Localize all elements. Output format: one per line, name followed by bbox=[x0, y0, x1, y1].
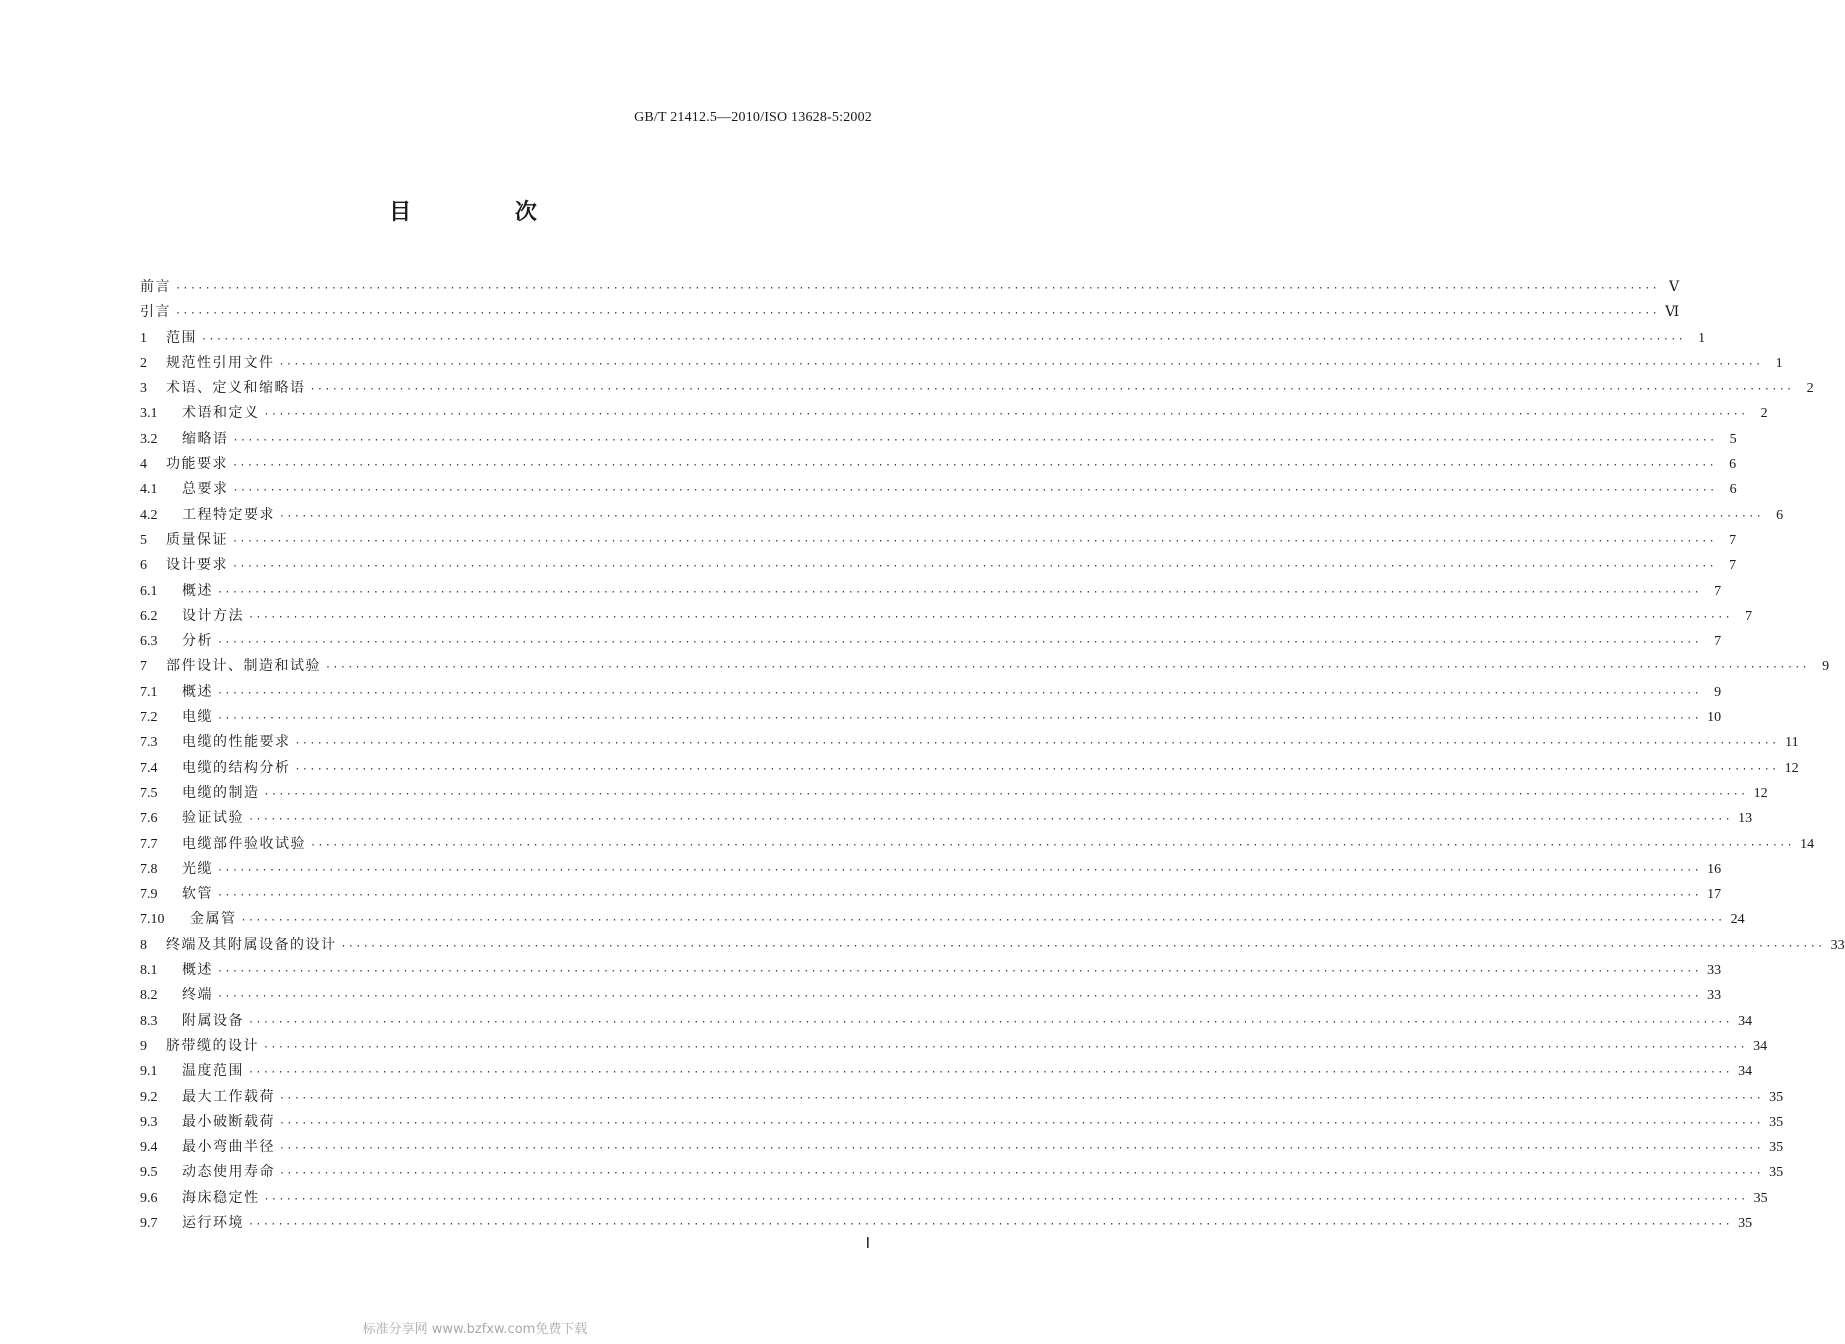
toc-leader-dots: ········································································································································································································ bbox=[248, 611, 1733, 623]
toc-leader-dots: ········································································································································································································ bbox=[232, 485, 1717, 497]
toc-entry-page: 2 bbox=[1760, 406, 1768, 422]
toc-entry-page: 12 bbox=[1784, 760, 1799, 776]
toc-entry-label: 前言 bbox=[140, 279, 171, 295]
toc-entry-label: 电缆的制造 bbox=[182, 784, 260, 801]
toc-entry bbox=[140, 680, 1722, 705]
toc-entry-page: 11 bbox=[1785, 735, 1799, 751]
toc-entry bbox=[140, 351, 1783, 376]
toc-entry-number: 7.6 bbox=[140, 811, 158, 827]
toc-entry bbox=[140, 983, 1722, 1008]
toc-entry-page: 33 bbox=[1707, 963, 1722, 979]
toc-entry bbox=[140, 452, 1737, 477]
toc-entry bbox=[140, 427, 1737, 452]
toc-entry bbox=[140, 832, 1815, 857]
toc-entry bbox=[140, 730, 1799, 755]
toc-entry-label: 电缆的结构分析 bbox=[182, 759, 291, 776]
toc-entry-number: 8.2 bbox=[140, 988, 158, 1004]
toc-entry-label: 运行环境 bbox=[182, 1214, 244, 1231]
toc-entry-page: 34 bbox=[1738, 1013, 1753, 1029]
toc-entry-page: 33 bbox=[1707, 988, 1722, 1004]
toc-entry-page: 9 bbox=[1714, 684, 1722, 700]
toc-entry-number: 8.1 bbox=[140, 963, 158, 979]
toc-entry-label: 电缆 bbox=[182, 709, 213, 726]
toc-entry-page: 35 bbox=[1738, 1215, 1753, 1231]
toc-entry bbox=[140, 604, 1753, 629]
toc-leader-dots: ········································································································································································································ bbox=[279, 1117, 1764, 1129]
toc-entry bbox=[140, 275, 1680, 300]
toc-leader-dots: ········································································································································································································ bbox=[279, 1092, 1764, 1104]
toc-entry bbox=[140, 579, 1722, 604]
toc-entry bbox=[140, 629, 1722, 654]
toc-entry-number: 8.3 bbox=[140, 1013, 158, 1029]
toc-entry-page: 1 bbox=[1775, 355, 1783, 371]
toc-entry-label: 概述 bbox=[182, 683, 213, 700]
toc-leader-dots: ········································································································································································································ bbox=[294, 763, 1779, 775]
toc-entry bbox=[140, 503, 1784, 528]
toc-entry-page: 35 bbox=[1769, 1165, 1784, 1181]
toc-entry-number: 7.3 bbox=[140, 735, 158, 751]
toc-entry-label: 概述 bbox=[182, 582, 213, 599]
toc-entry-number: 9.3 bbox=[140, 1114, 158, 1130]
toc-entry-number: 9.6 bbox=[140, 1190, 158, 1206]
toc-leader-dots: ········································································································································································································ bbox=[232, 434, 1717, 446]
toc-entry-label: 动态使用寿命 bbox=[182, 1164, 275, 1181]
toc-entry bbox=[140, 882, 1722, 907]
toc-leader-dots: ········································································································································································································ bbox=[248, 1218, 1733, 1230]
toc-entry-label: 规范性引用文件 bbox=[166, 354, 275, 371]
toc-leader-dots: ········································································································································································································ bbox=[217, 586, 1702, 598]
toc-entry-label: 范围 bbox=[166, 329, 197, 346]
toc-entry-page: 5 bbox=[1729, 431, 1737, 447]
toc-entry bbox=[140, 477, 1737, 502]
toc-leader-dots: ········································································································································································································ bbox=[217, 687, 1702, 699]
toc-leader-dots: ········································································································································································································ bbox=[248, 1067, 1733, 1079]
toc-entry-label: 概述 bbox=[182, 962, 213, 979]
toc-entry-number: 3 bbox=[140, 381, 147, 397]
toc-entry-label: 分析 bbox=[182, 633, 213, 650]
toc-entry-page: 17 bbox=[1707, 887, 1722, 903]
toc-entry-number: 6 bbox=[140, 558, 147, 574]
toc-entry bbox=[140, 401, 1768, 426]
toc-leader-dots: ········································································································································································································ bbox=[175, 283, 1660, 294]
toc-entry-number: 7.8 bbox=[140, 861, 158, 877]
toc-entry-label: 验证试验 bbox=[182, 810, 244, 827]
toc-entry-number: 7.1 bbox=[140, 684, 158, 700]
toc-entry bbox=[140, 756, 1799, 781]
toc-entry-page: 34 bbox=[1753, 1038, 1768, 1054]
toc-entry-label: 设计要求 bbox=[166, 557, 228, 574]
toc-entry-label: 最大工作载荷 bbox=[182, 1088, 275, 1105]
toc-leader-dots: ········································································································································································································ bbox=[263, 409, 1748, 421]
toc-entry bbox=[140, 907, 1745, 932]
toc-entry-page: 16 bbox=[1707, 861, 1722, 877]
toc-entry-number: 9.4 bbox=[140, 1140, 158, 1156]
toc-leader-dots: ········································································································································································································ bbox=[279, 1143, 1764, 1155]
toc-leader-dots: ········································································································································································································ bbox=[325, 662, 1810, 674]
toc-entry-label: 部件设计、制造和试验 bbox=[166, 658, 321, 675]
toc-entry-number: 6.2 bbox=[140, 608, 158, 624]
toc-entry-page: 9 bbox=[1822, 659, 1830, 675]
toc-entry-label: 设计方法 bbox=[182, 607, 244, 624]
toc-leader-dots: ········································································································································································································ bbox=[217, 991, 1702, 1003]
toc-entry-number: 4.2 bbox=[140, 507, 158, 523]
toc-entry bbox=[140, 1186, 1768, 1211]
toc-entry-page: 35 bbox=[1769, 1114, 1784, 1130]
toc-leader-dots: ········································································································································································································ bbox=[263, 1041, 1748, 1053]
toc-entry bbox=[140, 806, 1753, 831]
standard-code: GB/T 21412.5—2010/ISO 13628-5:2002 bbox=[634, 110, 872, 125]
toc-entry-label: 脐带缆的设计 bbox=[166, 1037, 259, 1054]
toc-entry bbox=[140, 933, 1845, 958]
toc-entry bbox=[140, 958, 1722, 983]
toc-leader-dots: ········································································································································································································ bbox=[217, 864, 1702, 876]
toc-entry-label: 质量保证 bbox=[166, 531, 228, 548]
toc-entry-page: 7 bbox=[1714, 583, 1722, 599]
toc-entry-label: 最小破断载荷 bbox=[182, 1113, 275, 1130]
toc-entry-number: 9.5 bbox=[140, 1165, 158, 1181]
toc-entry bbox=[140, 326, 1706, 351]
toc-leader-dots: ········································································································································································································ bbox=[340, 940, 1825, 952]
toc-entry-number: 7.2 bbox=[140, 710, 158, 726]
page-number: Ⅰ bbox=[865, 1236, 870, 1252]
toc-entry-label: 缩略语 bbox=[182, 430, 229, 447]
toc-entry-page: Ⅵ bbox=[1665, 305, 1680, 321]
toc-entry-page: 10 bbox=[1707, 710, 1722, 726]
toc-entry bbox=[140, 857, 1722, 882]
toc-leader-dots: ········································································································································································································ bbox=[217, 713, 1702, 725]
toc-entry-number: 3.2 bbox=[140, 431, 158, 447]
toc-entry-page: 7 bbox=[1729, 532, 1737, 548]
toc-leader-dots: ········································································································································································································ bbox=[278, 358, 1763, 370]
toc-entry-page: Ⅴ bbox=[1668, 280, 1680, 295]
toc-entry bbox=[140, 1160, 1784, 1185]
toc-entry-label: 工程特定要求 bbox=[182, 506, 275, 523]
toc-entry-label: 电缆部件验收试验 bbox=[182, 835, 306, 852]
toc-entry-label: 软管 bbox=[182, 886, 213, 903]
toc-leader-dots: ········································································································································································································ bbox=[175, 308, 1660, 320]
toc-entry-number: 6.1 bbox=[140, 583, 158, 599]
toc-entry bbox=[140, 1211, 1753, 1236]
toc-entry-number: 4 bbox=[140, 457, 147, 473]
toc-leader-dots: ········································································································································································································ bbox=[217, 890, 1702, 902]
toc-entry-page: 7 bbox=[1729, 558, 1737, 574]
toc-entry-number: 7.10 bbox=[140, 912, 165, 928]
toc-entry bbox=[140, 1059, 1753, 1084]
toc-entry-label: 术语、定义和缩略语 bbox=[166, 380, 306, 397]
toc-entry-label: 总要求 bbox=[182, 481, 229, 498]
toc-leader-dots: ········································································································································································································ bbox=[279, 510, 1764, 522]
toc-entry-page: 6 bbox=[1729, 457, 1737, 473]
toc-leader-dots: ········································································································································································································ bbox=[248, 1016, 1733, 1028]
toc-entry-label: 功能要求 bbox=[166, 456, 228, 473]
toc-entry-number: 9.2 bbox=[140, 1089, 158, 1105]
toc-entry-label: 终端及其附属设备的设计 bbox=[166, 936, 337, 953]
toc-entry-number: 9.1 bbox=[140, 1064, 158, 1080]
toc-leader-dots: ········································································································································································································ bbox=[232, 460, 1717, 472]
toc-entry-number: 3.1 bbox=[140, 406, 158, 422]
toc-entry-number: 4.1 bbox=[140, 482, 158, 498]
table-of-contents bbox=[140, 275, 1845, 1236]
toc-entry-page: 6 bbox=[1729, 482, 1737, 498]
toc-entry bbox=[140, 781, 1768, 806]
toc-leader-dots: ········································································································································································································ bbox=[263, 1193, 1748, 1205]
toc-entry-page: 24 bbox=[1730, 912, 1745, 928]
toc-leader-dots: ········································································································································································································ bbox=[217, 637, 1702, 649]
toc-entry-page: 7 bbox=[1714, 634, 1722, 650]
toc-entry-label: 最小弯曲半径 bbox=[182, 1139, 275, 1156]
toc-entry-page: 33 bbox=[1830, 937, 1845, 953]
toc-entry-number: 7.4 bbox=[140, 760, 158, 776]
toc-leader-dots: ········································································································································································································ bbox=[248, 814, 1733, 826]
toc-entry bbox=[140, 1009, 1753, 1034]
toc-entry-label: 术语和定义 bbox=[182, 405, 260, 422]
toc-entry-label: 终端 bbox=[182, 987, 213, 1004]
toc-entry-label: 附属设备 bbox=[182, 1012, 244, 1029]
toc-entry bbox=[140, 528, 1737, 553]
toc-entry-number: 9.7 bbox=[140, 1215, 158, 1231]
toc-entry-page: 1 bbox=[1698, 330, 1706, 346]
toc-entry-label: 金属管 bbox=[190, 911, 237, 928]
toc-entry-number: 7.9 bbox=[140, 887, 158, 903]
toc-leader-dots: ········································································································································································································ bbox=[309, 384, 1794, 396]
toc-entry bbox=[140, 705, 1722, 730]
toc-entry-label: 引言 bbox=[140, 304, 171, 321]
toc-entry bbox=[140, 376, 1814, 401]
toc-entry-page: 35 bbox=[1769, 1089, 1784, 1105]
toc-entry-number: 1 bbox=[140, 330, 147, 346]
toc-entry-label: 海床稳定性 bbox=[182, 1189, 260, 1206]
toc-leader-dots: ········································································································································································································ bbox=[240, 915, 1725, 927]
toc-entry-page: 35 bbox=[1753, 1190, 1768, 1206]
toc-entry-label: 温度范围 bbox=[182, 1063, 244, 1080]
toc-entry bbox=[140, 553, 1737, 578]
toc-entry-label: 光缆 bbox=[182, 860, 213, 877]
toc-entry-page: 7 bbox=[1745, 608, 1753, 624]
toc-leader-dots: ········································································································································································································ bbox=[263, 788, 1748, 800]
toc-entry bbox=[140, 1110, 1784, 1135]
toc-leader-dots: ········································································································································································································ bbox=[232, 535, 1717, 547]
watermark: 标准分享网 www.bzfxw.com免费下载 bbox=[362, 1322, 588, 1337]
toc-entry-number: 6.3 bbox=[140, 634, 158, 650]
toc-entry bbox=[140, 1034, 1768, 1059]
toc-entry-number: 2 bbox=[140, 355, 147, 371]
toc-entry-number: 7 bbox=[140, 659, 147, 675]
toc-entry-page: 13 bbox=[1738, 811, 1753, 827]
toc-entry-number: 9 bbox=[140, 1038, 147, 1054]
toc-entry-number: 8 bbox=[140, 937, 147, 953]
toc-entry bbox=[140, 1135, 1784, 1160]
toc-leader-dots: ········································································································································································································ bbox=[201, 333, 1686, 345]
toc-entry-page: 12 bbox=[1753, 785, 1768, 801]
toc-entry-page: 6 bbox=[1776, 507, 1784, 523]
toc-entry-number: 5 bbox=[140, 532, 147, 548]
toc-entry-page: 34 bbox=[1738, 1064, 1753, 1080]
toc-entry bbox=[140, 654, 1830, 679]
toc-entry-number: 7.5 bbox=[140, 785, 158, 801]
toc-leader-dots: ········································································································································································································ bbox=[232, 561, 1717, 573]
toc-leader-dots: ········································································································································································································ bbox=[217, 966, 1702, 978]
toc-entry bbox=[140, 1085, 1784, 1110]
toc-entry-page: 35 bbox=[1769, 1140, 1784, 1156]
toc-leader-dots: ········································································································································································································ bbox=[279, 1168, 1764, 1180]
page-title: 目 次 bbox=[389, 200, 585, 225]
toc-entry-page: 14 bbox=[1800, 836, 1815, 852]
toc-entry-page: 2 bbox=[1806, 381, 1814, 397]
toc-entry-number: 7.7 bbox=[140, 836, 158, 852]
toc-leader-dots: ········································································································································································································ bbox=[310, 839, 1795, 851]
toc-leader-dots: ········································································································································································································ bbox=[294, 738, 1779, 750]
toc-entry-label: 电缆的性能要求 bbox=[182, 734, 291, 751]
toc-entry bbox=[140, 300, 1680, 325]
